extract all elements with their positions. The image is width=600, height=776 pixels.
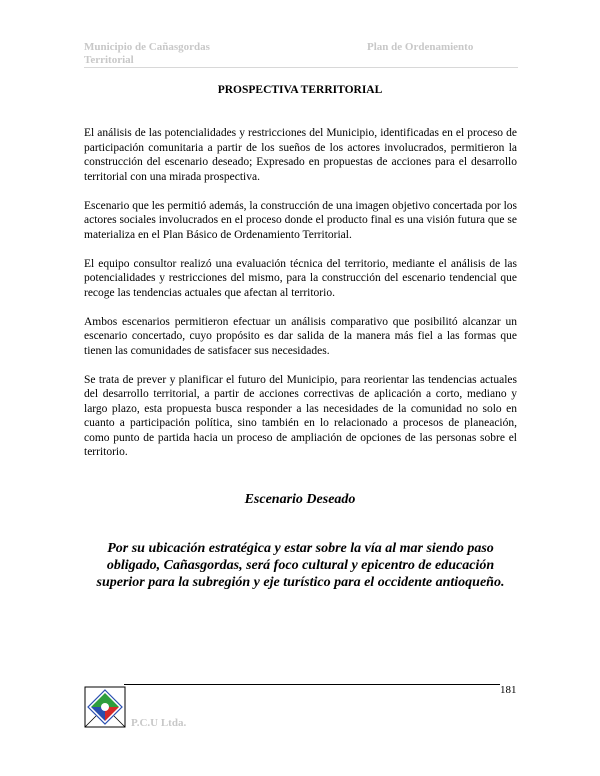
page-number: 181 bbox=[500, 684, 517, 696]
company-name: P.C.U Ltda. bbox=[131, 717, 187, 729]
paragraph: Escenario que les permitió además, la construcción de una imagen objetivo concertada por los actores sociales involucrados en el proceso donde el producto final es una visión futura que se materializa en el Plan Básico de Ordenamiento Territorial. bbox=[84, 199, 518, 241]
paragraph: Se trata de prever y planificar el futuro del Municipio, para reorientar las tendencias actuales del desarrollo territorial, a partir de acciones correctivas de aplicación a corto, mediano y largo plazo, esta propuesta busca responder a las necesidades de la comunidad no solo en cuanto a participación política, sino también en lo relacionado a procesos de planeación, como punto de partida hacia un proceso de ampliación de opciones de las personas sobre el territorio. bbox=[84, 373, 517, 458]
paragraph: El análisis de las potencialidades y restricciones del Municipio, identificadas en el proceso de participación comunitaria a partir de los sueños de los actores involucrados, permitieron la construcción del escenario deseado; Expresado en propuestas de acciones para el desarrollo territorial con una mirada prospectiva. bbox=[84, 127, 517, 183]
header-municipality: Municipio de Cañasgordas Territorial bbox=[84, 41, 210, 66]
section-subtitle: Escenario Deseado bbox=[244, 492, 356, 507]
vision-statement: Por su ubicación estratégica y estar sobre la vía al mar siendo paso obligado, Cañasgordas, será foco cultural y epicentro de educación superior para la subregión y eje turístico para el occidente antioqueño. bbox=[96, 541, 505, 590]
page-title: PROSPECTIVA TERRITORIAL bbox=[217, 84, 383, 96]
header-plan: Plan de Ordenamiento bbox=[367, 41, 474, 53]
page-header bbox=[84, 41, 518, 68]
paragraph: Ambos escenarios permitieron efectuar un análisis comparativo que posibilitó alcanzar un escenario concertado, cuyo propósito es dar salida de la manera más fiel a las formas que tienen las comunidades de satisfacer sus necesidades. bbox=[84, 315, 517, 357]
paragraph: El equipo consultor realizó una evaluación técnica del territorio, mediante el análisis de las potencialidades y restricciones del mismo, para la construcción del escenario tendencial que recoge las tendencias actuales que afectan al territorio. bbox=[84, 257, 517, 299]
pcu-logo-icon bbox=[84, 686, 126, 728]
body-text bbox=[84, 126, 517, 474]
footer-divider bbox=[124, 684, 500, 685]
